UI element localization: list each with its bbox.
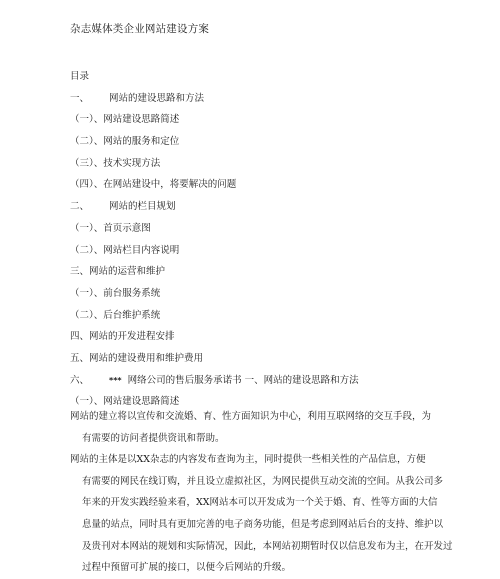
paragraph-2-line-6: 过程中预留可扩展的接口，以便今后网站的升级。: [82, 562, 292, 574]
toc-number: 一、: [70, 92, 90, 104]
paragraph-1-line-1: 网站的建立将以宣传和交流婚、育、性方面知识为中心，利用互联网络的交互手段，为: [70, 411, 432, 422]
toc-item-section-6[interactable]: [70, 370, 490, 392]
document-title: 杂志媒体类企业网站建设方案: [70, 23, 210, 35]
toc-item-2-2[interactable]: （二）、网站栏目内容说明: [70, 244, 180, 256]
toc-heading: 目录: [70, 71, 90, 82]
toc-item-3-2[interactable]: （二）、后台维护系统: [70, 309, 161, 321]
toc-item-section-4[interactable]: 四、网站的开发进程安排: [70, 331, 175, 343]
toc-item-section-3[interactable]: 三、网站的运营和维护: [70, 266, 166, 278]
paragraph-2-line-3: 年来的开发实践经验来看，XX网站本可以开发成为一个关于婚、育、性等方面的大信: [82, 497, 438, 509]
toc-label: 网站的建设思路和方法: [109, 92, 205, 104]
body-text: [70, 406, 453, 579]
toc-label: 网站的栏目规划: [109, 201, 176, 213]
toc-item-2-1[interactable]: （一）、首页示意图: [70, 222, 151, 234]
redacted-stars: ***: [109, 375, 122, 385]
paragraph-2-line-1: 网站的主体是以XX杂志的内容发布查询为主，同时提供一些相关性的产品信息，方便: [70, 454, 426, 466]
toc-item-6-1[interactable]: （一）、网站建设思路简述: [70, 396, 180, 408]
toc-item-section-2[interactable]: [70, 196, 490, 218]
table-of-contents: [70, 66, 490, 413]
toc-number: 二、: [70, 201, 90, 213]
toc-item-1-3[interactable]: （三）、技术实现方法: [70, 157, 161, 169]
paragraph-1-line-2: 有需要的访问者提供资讯和帮助。: [82, 432, 225, 444]
paragraph-2-line-5: 及贵刊对本网站的规划和实际情况，因此，本网站初期暂时仅以信息发布为主，在开发过: [82, 540, 453, 552]
toc-item-1-1[interactable]: （一）、网站建设思路简述: [70, 114, 180, 126]
paragraph-2-line-4: 息量的站点，同时具有更加完善的电子商务功能，但是考虑到网站后台的支持、维护以: [82, 518, 444, 530]
toc-item-section-5[interactable]: 五、网站的建设费用和维护费用: [70, 352, 204, 364]
toc-label: 网络公司的售后服务承诺书 一、网站的建设思路和方法: [127, 374, 359, 386]
toc-item-section-1[interactable]: [70, 88, 490, 110]
paragraph-2-line-2: 有需要的网民在线订购，并且设立虚拟社区，为网民提供互动交流的空间。从我公司多: [82, 475, 444, 487]
toc-item-3-1[interactable]: （一）、前台服务系统: [70, 287, 161, 299]
toc-item-1-4[interactable]: （四）、在网站建设中，将要解决的问题: [70, 179, 237, 191]
toc-number: 六、: [70, 374, 90, 386]
toc-item-1-2[interactable]: （二）、网站的服务和定位: [70, 136, 180, 148]
